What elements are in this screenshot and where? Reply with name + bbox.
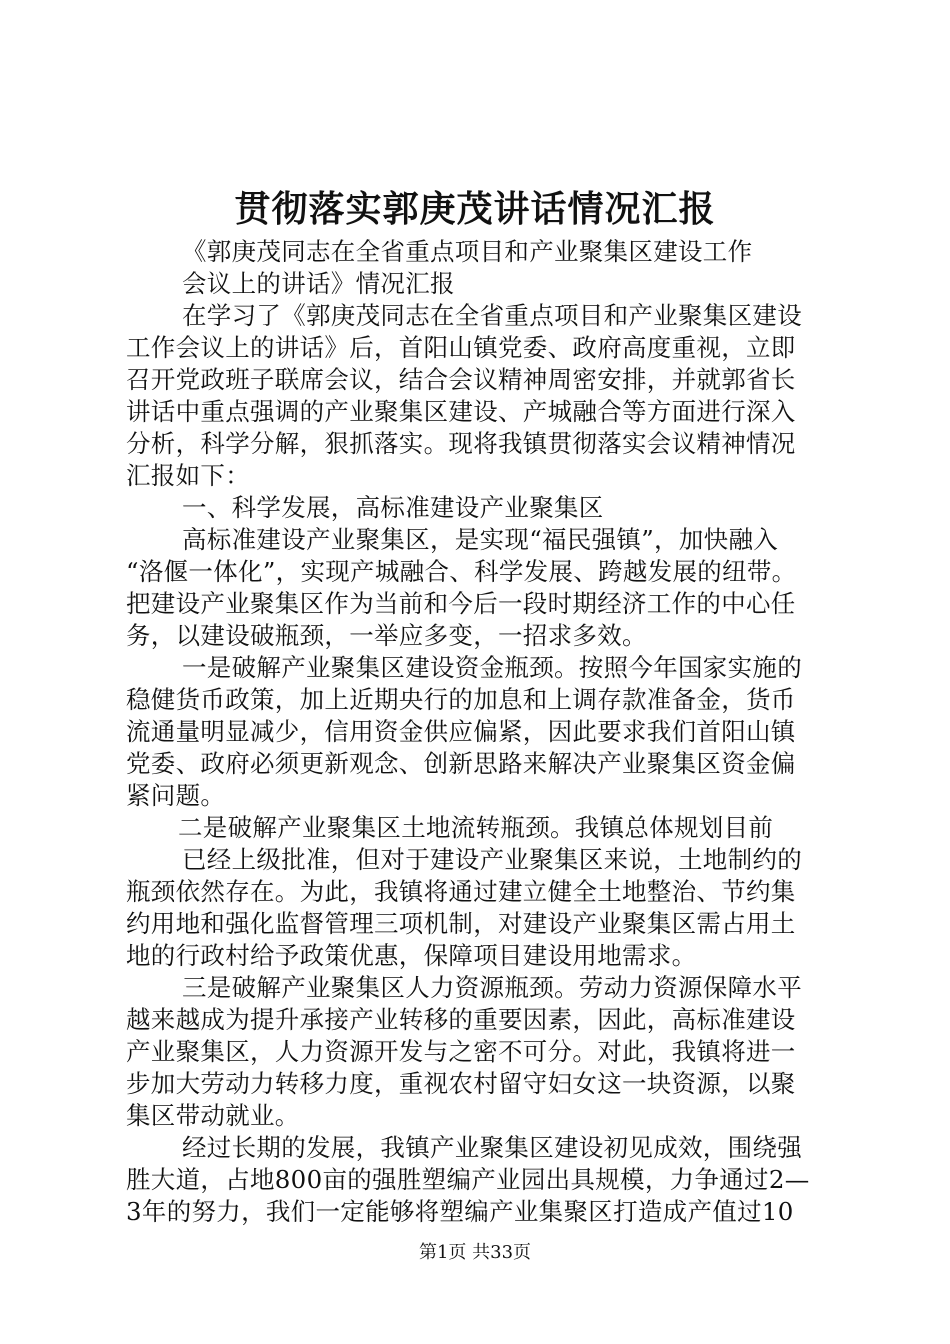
paragraph-line: 汇报如下：	[126, 461, 250, 490]
paragraph-line: 讲话中重点强调的产业聚集区建设、产城融合等方面进行深入	[126, 397, 796, 426]
paragraph-line: 流通量明显减少，信用资金供应偏紧，因此要求我们首阳山镇	[126, 717, 796, 746]
subtitle-line: 《郭庚茂同志在全省重点项目和产业聚集区建设工作	[182, 237, 753, 266]
paragraph-line: 务，以建设破瓶颈，一举应多变，一招求多效。	[126, 621, 647, 650]
paragraph-line: 产业聚集区，人力资源开发与之密不可分。对此，我镇将进一	[126, 1037, 796, 1066]
paragraph-line: 集区带动就业。	[126, 1101, 300, 1130]
paragraph-line: 约用地和强化监督管理三项机制，对建设产业聚集区需占用土	[126, 909, 796, 938]
paragraph-line: 胜大道，占地800亩的强胜塑编产业园出具规模，力争通过2—	[126, 1165, 810, 1194]
paragraph-line: 稳健货币政策，加上近期央行的加息和上调存款准备金，货币	[126, 685, 796, 714]
paragraph-line: 步加大劳动力转移力度，重视农村留守妇女这一块资源，以聚	[126, 1069, 796, 1098]
paragraph-line: 分析，科学分解，狠抓落实。现将我镇贯彻落实会议精神情况	[126, 429, 796, 458]
paragraph-line: 二是破解产业聚集区土地流转瓶颈。我镇总体规划目前	[178, 813, 774, 842]
paragraph-line: “洛偃一体化”，实现产城融合、科学发展、跨越发展的纽带。	[126, 557, 797, 586]
paragraph-line: 紧问题。	[126, 781, 226, 810]
paragraph-line: 召开党政班子联席会议，结合会议精神周密安排，并就郭省长	[126, 365, 796, 394]
paragraph-line: 瓶颈依然存在。为此，我镇将通过建立健全土地整治、节约集	[126, 877, 796, 906]
section-heading: 一、科学发展，高标准建设产业聚集区	[182, 493, 604, 522]
paragraph-line: 经过长期的发展，我镇产业聚集区建设初见成效，围绕强	[182, 1133, 802, 1162]
paragraph-line: 三是破解产业聚集区人力资源瓶颈。劳动力资源保障水平	[182, 973, 802, 1002]
paragraph-line: 把建设产业聚集区作为当前和今后一段时期经济工作的中心任	[126, 589, 796, 618]
paragraph-line: 越来越成为提升承接产业转移的重要因素，因此，高标准建设	[126, 1005, 796, 1034]
paragraph-line: 已经上级批准，但对于建设产业聚集区来说，土地制约的	[182, 845, 802, 874]
paragraph-line: 地的行政村给予政策优惠，保障项目建设用地需求。	[126, 941, 697, 970]
subtitle-line: 会议上的讲话》情况汇报	[182, 269, 455, 298]
document-title: 贯彻落实郭庚茂讲话情况汇报	[234, 188, 716, 230]
paragraph-line: 党委、政府必须更新观念、创新思路来解决产业聚集区资金偏	[126, 749, 796, 778]
paragraph-line: 3年的努力，我们一定能够将塑编产业集聚区打造成产值过10	[126, 1197, 794, 1226]
paragraph-line: 工作会议上的讲话》后，首阳山镇党委、政府高度重视，立即	[126, 333, 796, 362]
page-number-footer: 第1页 共33页	[418, 1242, 532, 1263]
paragraph-line: 高标准建设产业聚集区，是实现“福民强镇”，加快融入	[182, 525, 779, 554]
paragraph-line: 在学习了《郭庚茂同志在全省重点项目和产业聚集区建设	[182, 301, 802, 330]
document-body	[126, 236, 836, 1228]
paragraph-line: 一是破解产业聚集区建设资金瓶颈。按照今年国家实施的	[182, 653, 802, 682]
